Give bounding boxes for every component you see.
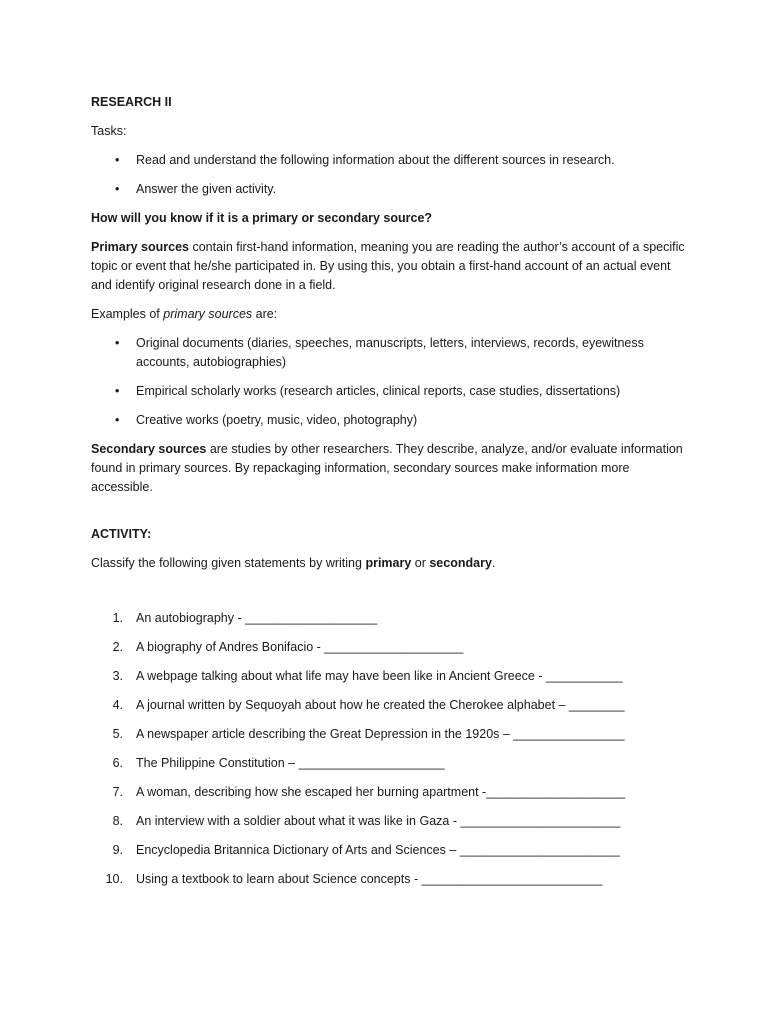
bullet-icon: • xyxy=(115,182,120,196)
secondary-text: are studies by other researchers. They describe, analyze, and/or evaluate information found in primary sources. By repackaging information, secondary sources make information more accessible. xyxy=(91,442,683,494)
activity-item xyxy=(91,754,688,773)
tasks-list xyxy=(91,151,688,199)
item-number: 8. xyxy=(112,814,123,828)
activity-item xyxy=(91,667,688,686)
activity-item xyxy=(91,609,688,628)
item-text: Using a textbook to learn about Science concepts - __________________________ xyxy=(136,872,603,886)
task-text: Answer the given activity. xyxy=(136,182,277,196)
item-number: 1. xyxy=(112,611,123,625)
bullet-icon: • xyxy=(115,384,120,398)
item-number: 3. xyxy=(112,669,123,683)
item-text: Encyclopedia Britannica Dictionary of Arts and Sciences – _______________________ xyxy=(136,843,620,857)
item-text: A woman, describing how she escaped her burning apartment -____________________ xyxy=(136,785,626,799)
item-number: 7. xyxy=(112,785,123,799)
list-item xyxy=(91,151,688,170)
activity-item xyxy=(91,870,688,889)
bullet-icon: • xyxy=(115,413,120,427)
activity-item xyxy=(91,841,688,860)
bullet-icon: • xyxy=(115,153,120,167)
item-text: A journal written by Sequoyah about how he created the Cherokee alphabet – ________ xyxy=(136,698,625,712)
item-number: 6. xyxy=(112,756,123,770)
activity-item xyxy=(91,638,688,657)
instruction-end: . xyxy=(491,556,496,570)
instruction-or: or xyxy=(411,556,430,570)
activity-item xyxy=(91,783,688,802)
task-text: Read and understand the following information about the different sources in research. xyxy=(136,153,615,167)
item-text: A biography of Andres Bonifacio - ____________________ xyxy=(136,640,464,654)
examples-suffix: are: xyxy=(252,307,278,321)
item-number: 4. xyxy=(112,698,123,712)
list-item xyxy=(91,382,688,401)
activity-title: ACTIVITY: xyxy=(91,527,152,541)
item-text: A webpage talking about what life may have been like in Ancient Greece - ___________ xyxy=(136,669,623,683)
section-question: How will you know if it is a primary or secondary source? xyxy=(91,211,433,225)
example-text: Empirical scholarly works (research articles, clinical reports, case studies, dissertations) xyxy=(136,384,621,398)
primary-paragraph xyxy=(91,238,688,295)
item-number: 9. xyxy=(112,843,123,857)
item-number: 2. xyxy=(112,640,123,654)
activity-item xyxy=(91,725,688,744)
list-item xyxy=(91,334,688,372)
bullet-icon: • xyxy=(115,336,120,350)
activity-instructions xyxy=(91,554,688,573)
examples-list xyxy=(91,334,688,430)
tasks-label: Tasks: xyxy=(91,124,127,138)
examples-label xyxy=(91,305,688,324)
instruction-secondary: secondary xyxy=(429,556,492,570)
list-item xyxy=(91,180,688,199)
item-text: The Philippine Constitution – _____________________ xyxy=(136,756,445,770)
item-text: An interview with a soldier about what it was like in Gaza - _______________________ xyxy=(136,814,621,828)
example-text: Creative works (poetry, music, video, photography) xyxy=(136,413,418,427)
item-number: 5. xyxy=(112,727,123,741)
item-text: An autobiography - ___________________ xyxy=(136,611,378,625)
examples-prefix: Examples of xyxy=(91,307,164,321)
document-title: RESEARCH II xyxy=(91,95,172,109)
activity-item xyxy=(91,696,688,715)
activity-list xyxy=(91,609,688,889)
activity-item xyxy=(91,812,688,831)
example-text: Original documents (diaries, speeches, manuscripts, letters, interviews, records, eyewitness accounts, autobiographies) xyxy=(136,336,644,369)
list-item xyxy=(91,411,688,430)
primary-text: contain first-hand information, meaning you are reading the author’s account of a specific topic or event that he/she participated in. By using this, you obtain a first-hand account of an actual event and identify original research done in a field. xyxy=(91,240,685,292)
primary-term: Primary sources xyxy=(91,240,189,254)
instruction-primary: primary xyxy=(365,556,412,570)
examples-term: primary sources xyxy=(163,307,253,321)
instruction-prefix: Classify the following given statements by writing xyxy=(91,556,366,570)
secondary-term: Secondary sources xyxy=(91,442,207,456)
secondary-paragraph xyxy=(91,440,688,497)
item-number: 10. xyxy=(105,872,123,886)
item-text: A newspaper article describing the Great Depression in the 1920s – ________________ xyxy=(136,727,625,741)
